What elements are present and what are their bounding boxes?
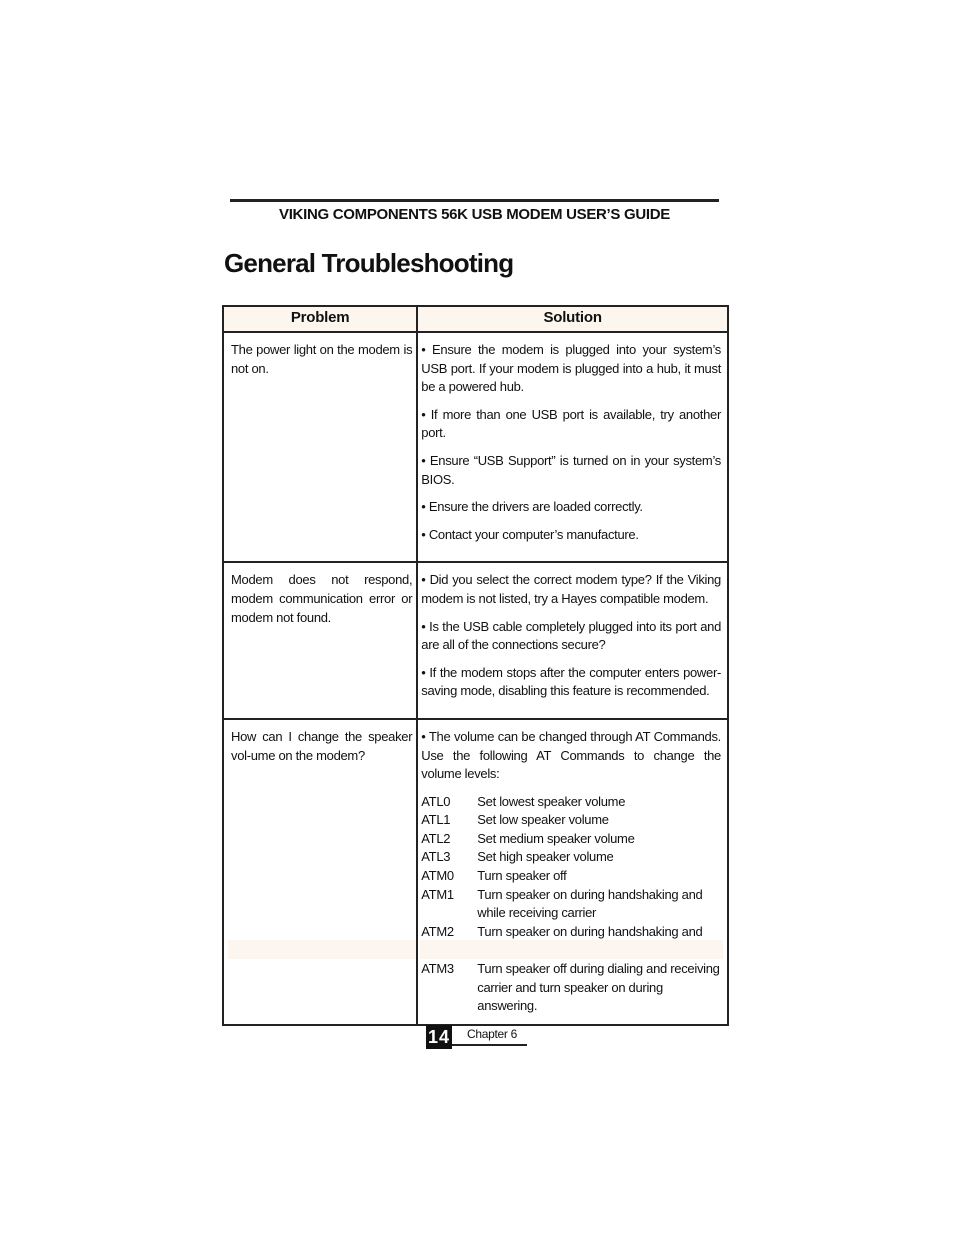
solution-item: • The volume can be changed through AT Commands. Use the following AT Commands to change the volume levels: bbox=[421, 728, 721, 782]
at-command-code: ATM3 bbox=[421, 961, 454, 977]
at-command-description: Set high speaker volume bbox=[477, 849, 614, 865]
at-command-description: Turn speaker on during handshaking and while receiving carrier bbox=[477, 886, 703, 921]
chapter-label: Chapter 6 bbox=[467, 1027, 517, 1041]
solution-item: • If the modem stops after the computer enters power-saving mode, disabling this feature is recommended. bbox=[421, 664, 721, 699]
at-command-code: ATM1 bbox=[421, 886, 454, 902]
solution-item: • Contact your computer’s manufacture. bbox=[421, 526, 639, 542]
problem-cell: The power light on the modem is not on. bbox=[223, 332, 417, 562]
solution-item: • Ensure “USB Support” is turned on in your system’s BIOS. bbox=[421, 452, 721, 487]
guide-header: VIKING COMPONENTS 56K USB MODEM USER’S GUIDE bbox=[278, 206, 671, 223]
at-command-code: ATL1 bbox=[421, 812, 451, 828]
solution-item: • Did you select the correct modem type? If the Viking modem is not listed, try a Hayes compatible modem. bbox=[421, 572, 721, 606]
page-number: 14 bbox=[427, 1027, 451, 1047]
at-command-description: Set medium speaker volume bbox=[477, 830, 635, 846]
solution-cell bbox=[417, 332, 728, 562]
at-command-description: Turn speaker off bbox=[477, 868, 567, 884]
at-command-code: ATL3 bbox=[421, 849, 451, 865]
at-command-row bbox=[421, 848, 721, 867]
at-command-description: Turn speaker off during dialing and receiving carrier and turn speaker on during answering. bbox=[477, 961, 720, 1014]
table-shadow-band bbox=[228, 940, 416, 959]
at-command-code: ATM0 bbox=[421, 868, 454, 884]
solution-item: • Ensure the drivers are loaded correctly. bbox=[421, 499, 643, 515]
solution-column-header: Solution bbox=[417, 306, 728, 332]
problem-cell: How can I change the speaker vol-ume on the modem? bbox=[223, 719, 417, 1025]
at-command-row bbox=[421, 960, 721, 1016]
at-command-row bbox=[421, 793, 721, 812]
at-command-code: ATM2 bbox=[421, 923, 454, 939]
at-command-row bbox=[421, 886, 721, 923]
at-command-code: ATL2 bbox=[421, 830, 451, 846]
solution-cell bbox=[417, 562, 728, 719]
solution-item: • If more than one USB port is available, try another port. bbox=[421, 406, 721, 441]
troubleshooting-table bbox=[222, 305, 729, 1026]
solution-cell bbox=[417, 719, 728, 1025]
at-command-code: ATL0 bbox=[421, 793, 451, 809]
table-shadow-band bbox=[420, 940, 723, 959]
table-row bbox=[223, 562, 728, 719]
at-command-row bbox=[421, 811, 721, 830]
at-command-row bbox=[421, 830, 721, 849]
table-header-row bbox=[223, 306, 728, 332]
table-row bbox=[223, 332, 728, 562]
at-command-list bbox=[421, 793, 721, 1016]
problem-cell: Modem does not respond, modem communication error or modem not found. bbox=[223, 562, 417, 719]
at-command-description: Set low speaker volume bbox=[477, 812, 609, 828]
problem-column-header: Problem bbox=[223, 306, 417, 332]
header-rule bbox=[230, 199, 719, 202]
at-command-description: Set lowest speaker volume bbox=[477, 793, 626, 809]
solution-item: • Is the USB cable completely plugged into its port and are all of the connections secure? bbox=[421, 618, 721, 653]
solution-item: • Ensure the modem is plugged into your system’s USB port. If your modem is plugged into a hub, it must be a powered hub. bbox=[421, 342, 721, 395]
table-row bbox=[223, 719, 728, 1025]
at-command-description: Turn speaker on during handshaking and bbox=[477, 923, 703, 939]
at-command-row bbox=[421, 867, 721, 886]
chapter-rule bbox=[452, 1044, 527, 1046]
page-title: General Troubleshooting bbox=[224, 248, 514, 278]
